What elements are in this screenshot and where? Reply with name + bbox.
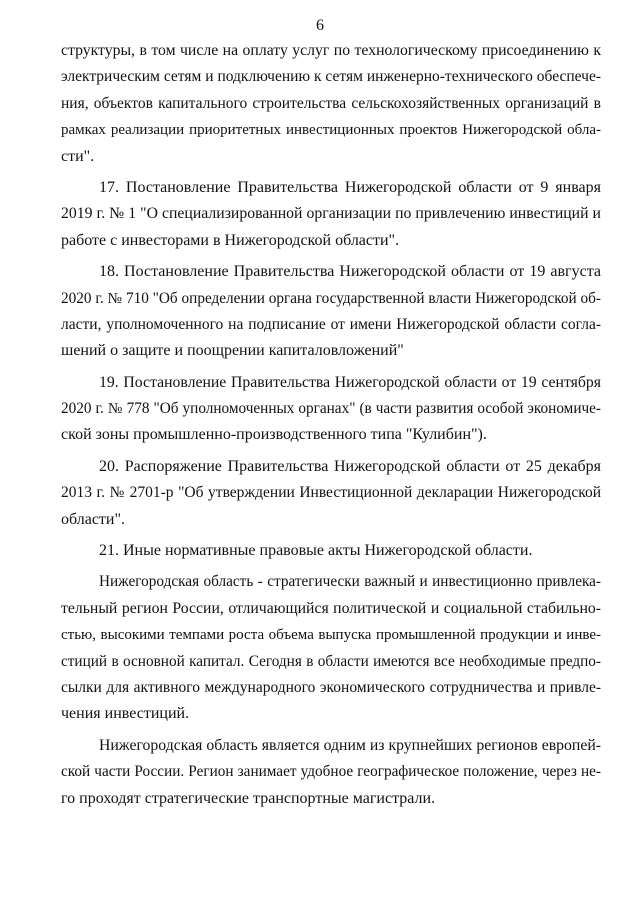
paragraph xyxy=(61,370,601,449)
text-line: рамках реализации приоритетных инвестиционных проектов Нижегородской обла- xyxy=(61,122,601,139)
text-line: 2019 г. № 1 "О специализированной организации по привлечению инвестиций и xyxy=(61,205,601,223)
text-line: 2020 г. № 778 "Об уполномоченных органах" (в части развития особой экономиче- xyxy=(61,400,601,418)
text-line: ласти, уполномоченного на подписание от имени Нижегородской области согла- xyxy=(61,315,601,333)
text-line: 18. Постановление Правительства Нижегородской области от 19 августа xyxy=(99,263,601,281)
text-line: сылки для активного международного экономического сотрудничества и привле- xyxy=(61,678,601,696)
text-line: ния, объектов капитального строительства сельскохозяйственных организаций в xyxy=(61,94,601,112)
text-line: Нижегородская область является одним из крупнейших регионов европей- xyxy=(99,736,601,754)
text-line: области". xyxy=(61,510,126,528)
text-line: тельный регион России, отличающийся политической и социальной стабильно- xyxy=(61,599,601,617)
text-line: ской зоны промышленно-производственного типа "Кулибин"). xyxy=(61,426,487,444)
text-line: 21. Иные нормативные правовые акты Нижегородской области. xyxy=(99,542,533,560)
text-line: 20. Распоряжение Правительства Нижегородской области от 25 декабря xyxy=(99,457,601,475)
paragraph xyxy=(61,538,601,564)
paragraph xyxy=(61,569,601,727)
text-line: Нижегородская область - стратегически важный и инвестиционно привлека- xyxy=(99,573,601,591)
text-line: электрическим сетям и подключению к сетям инженерно-технического обеспече- xyxy=(61,68,601,86)
text-line: го проходят стратегические транспортные магистрали. xyxy=(61,789,436,807)
document-body xyxy=(61,38,601,817)
paragraph xyxy=(61,454,601,533)
text-line: сти". xyxy=(61,147,95,165)
paragraph xyxy=(61,38,601,170)
text-line: структуры, в том числе на оплату услуг по технологическому присоединению к xyxy=(61,42,601,59)
text-line: 17. Постановление Правительства Нижегородской области от 9 января xyxy=(99,178,601,196)
text-line: ской части России. Регион занимает удобное географическое положение, через не- xyxy=(61,763,601,781)
text-line: 2020 г. № 710 "Об определении органа государственной власти Нижегородской об- xyxy=(61,289,601,307)
text-line: работе с инвесторами в Нижегородской области". xyxy=(61,231,400,249)
text-line: 2013 г. № 2701-р "Об утверждении Инвестиционной декларации Нижегородской xyxy=(61,484,601,502)
paragraph xyxy=(61,175,601,254)
page-number: 6 xyxy=(316,17,324,34)
text-line: шений о защите и поощрении капиталовложений" xyxy=(61,342,404,360)
text-line: 19. Постановление Правительства Нижегородской области от 19 сентября xyxy=(99,373,601,391)
paragraph xyxy=(61,259,601,365)
text-line: чения инвестиций. xyxy=(61,705,190,723)
paragraph xyxy=(61,733,601,812)
text-line: стиций в основной капитал. Сегодня в области имеются все необходимые предпо- xyxy=(61,652,601,670)
text-line: стью, высокими темпами роста объема выпуска промышленной продукции и инве- xyxy=(61,627,601,644)
